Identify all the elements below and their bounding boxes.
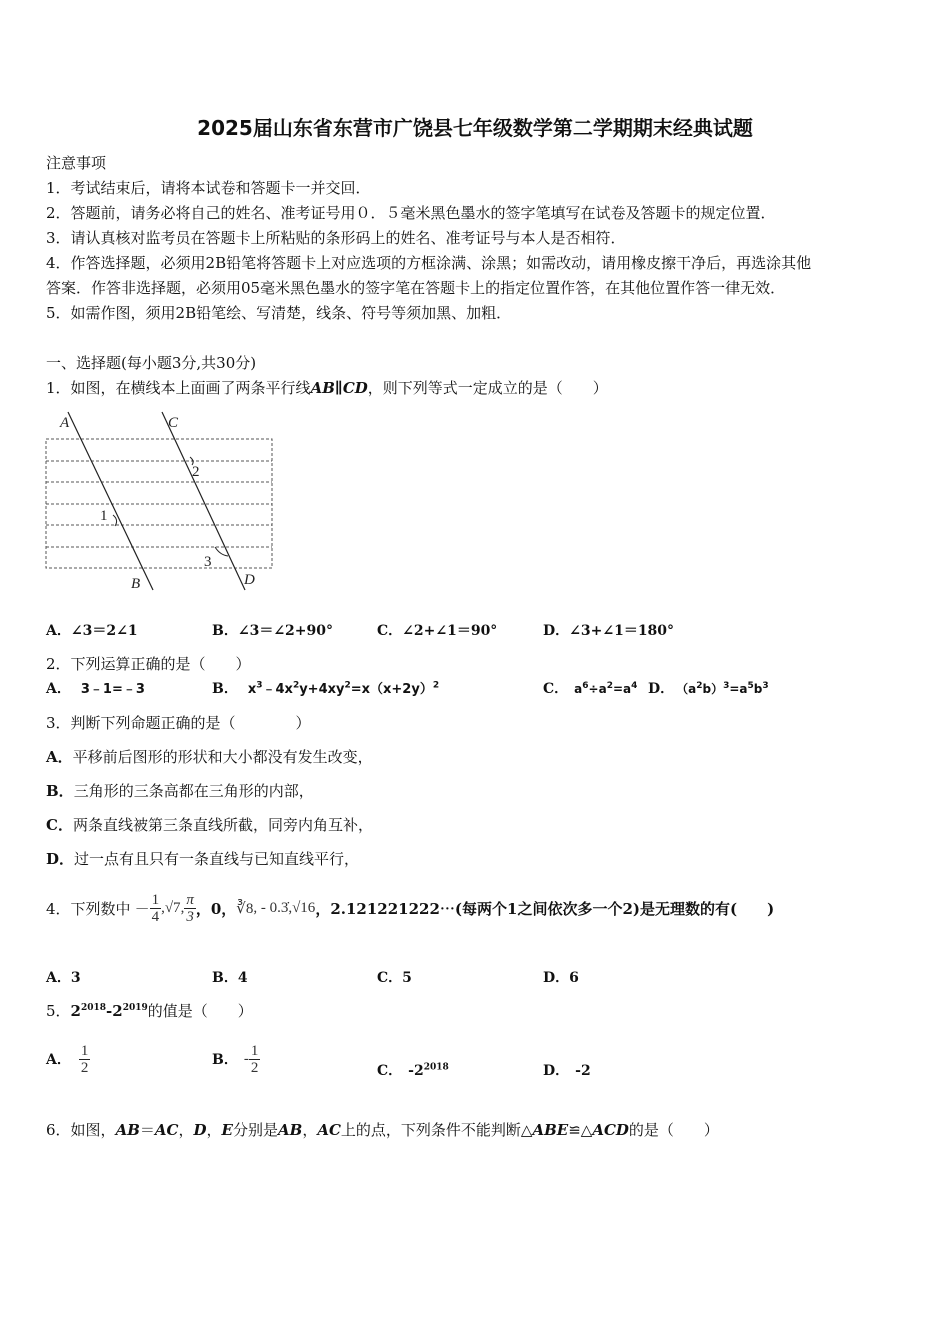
option-d: D．∠3+∠1＝180°	[543, 623, 675, 639]
sqrt-7: √7	[164, 899, 181, 916]
notice-line: 4．作答选择题，必须用2B铅笔将答题卡上对应选项的方框涂满、涂黑；如需改动，请用橡皮擦干净后，再选涂其他	[46, 254, 812, 272]
notice-line: 1．考试结束后，请将本试卷和答题卡一并交回．	[46, 179, 371, 197]
section-heading: 一、选择题(每小题3分,共30分)	[46, 354, 257, 372]
question-number: 1．	[46, 379, 71, 397]
question-3	[46, 712, 311, 733]
question-6: 6．如图，AB＝AC，D，E分别是AB，AC上的点，下列条件不能判断△ABE≌△ACD的是（ ）	[46, 1121, 719, 1139]
question-number: 5．	[46, 1002, 71, 1020]
label-c: C	[168, 415, 179, 431]
page-title: 2025届山东省东营市广饶县七年级数学第二学期期末经典试题	[197, 116, 753, 140]
parallel-lines-figure	[40, 410, 280, 595]
option-d: D．过一点有且只有一条直线与已知直线平行，	[46, 850, 360, 868]
sqrt-16: √16	[292, 899, 316, 916]
question-text: 下列数中	[70, 899, 131, 918]
label-angle-3: 3	[204, 554, 212, 570]
math-expression: AB∥CD	[310, 379, 368, 397]
question-5: 5．$2^{2018}-2^{2019}$的值是（ ）	[46, 1002, 253, 1020]
option-b: B． $x^3﹣4x^2y+4xy^2=x(x+2y)^2$	[212, 680, 440, 697]
option-a: A． 3﹣1=﹣3	[46, 681, 145, 697]
notice-heading: 注意事项	[46, 154, 107, 172]
question-number: 3．	[46, 714, 71, 732]
option-c: C．∠2+∠1＝90°	[377, 623, 498, 639]
question-4: 4． 下列数中 － $\frac{1}{4}$ , √7 , $\frac{\pi}{3}$ ，0， ∛8 , - 0.3̇, √16 ，2.121221222⋯(每两个1之间依次多一个2)是无理数的有( )	[46, 891, 775, 925]
minus-sign: －	[134, 901, 150, 918]
label-angle-2: 2	[192, 464, 200, 480]
fraction-pi-third: $\frac{\pi}{3}$	[186, 891, 194, 925]
question-text: ，2.121221222⋯(每两个1之间依次多一个2)是无理数的有( )	[315, 899, 775, 918]
question-number: 4．	[46, 899, 71, 918]
option-d: D． $(a^2b)^3=a^5b^3$	[648, 681, 769, 697]
fraction-one-quarter: $\frac{1}{4}$	[151, 891, 160, 925]
label-angle-1: 1	[100, 508, 108, 524]
notice-line: 答案．作答非选择题，必须用05毫米黑色墨水的签字笔在答题卡上的指定位置作答，在其他位置作答一律无效．	[46, 279, 786, 297]
question-text: 判断下列命题正确的是（ ）	[70, 714, 311, 732]
cube-root-8: ∛8	[236, 900, 254, 917]
label-a: A	[60, 415, 70, 431]
question-text: 下列运算正确的是（ ）	[70, 655, 251, 673]
option-a: A．3	[46, 970, 81, 986]
option-b: B．三角形的三条高都在三角形的内部，	[46, 782, 314, 800]
option-d: D．6	[543, 970, 579, 986]
option-a: A．∠3＝2∠1	[46, 623, 138, 639]
label-b: B	[131, 576, 141, 592]
question-text: ，则下列等式一定成立的是（ ）	[367, 379, 608, 397]
ruled-lines	[46, 439, 272, 568]
option-d: D． -2	[543, 1063, 591, 1079]
line-ab	[68, 412, 153, 590]
option-b: B．4	[212, 970, 248, 986]
notice-line: 3．请认真核对监考员在答题卡上所粘贴的条形码上的姓名、准考证号与本人是否相符．	[46, 229, 626, 247]
option-b: B． - $\frac{1}{2}$	[212, 1042, 259, 1076]
option-a: A．平移前后图形的形状和大小都没有发生改变，	[46, 748, 373, 766]
option-c: C． $-2^{2018}$	[377, 1062, 449, 1079]
question-1	[46, 377, 608, 398]
notice-line: 2．答题前，请务必将自己的姓名、准考证号用０．５毫米黑色墨水的签字笔填写在试卷及答题卡的规定位置．	[46, 204, 776, 222]
option-b: B．∠3＝∠2+90°	[212, 623, 333, 639]
label-d: D	[244, 572, 255, 588]
question-text: 如图，在横线本上面画了两条平行线	[70, 379, 311, 397]
question-text: 的值是（ ）	[147, 1002, 253, 1020]
option-c: C．5	[377, 970, 412, 986]
option-c: C．两条直线被第三条直线所截，同旁内角互补，	[46, 816, 373, 834]
question-2	[46, 653, 251, 674]
notice-line: 5．如需作图，须用2B铅笔绘、写清楚，线条、符号等须加黑、加粗．	[46, 304, 512, 322]
option-a: A． $\frac{1}{2}$	[46, 1042, 89, 1076]
option-c: C． $a^6\div a^2=a^4$	[543, 681, 638, 697]
angle-1-arc	[113, 515, 117, 526]
question-number: 6．	[46, 1121, 71, 1139]
question-number: 2．	[46, 655, 71, 673]
